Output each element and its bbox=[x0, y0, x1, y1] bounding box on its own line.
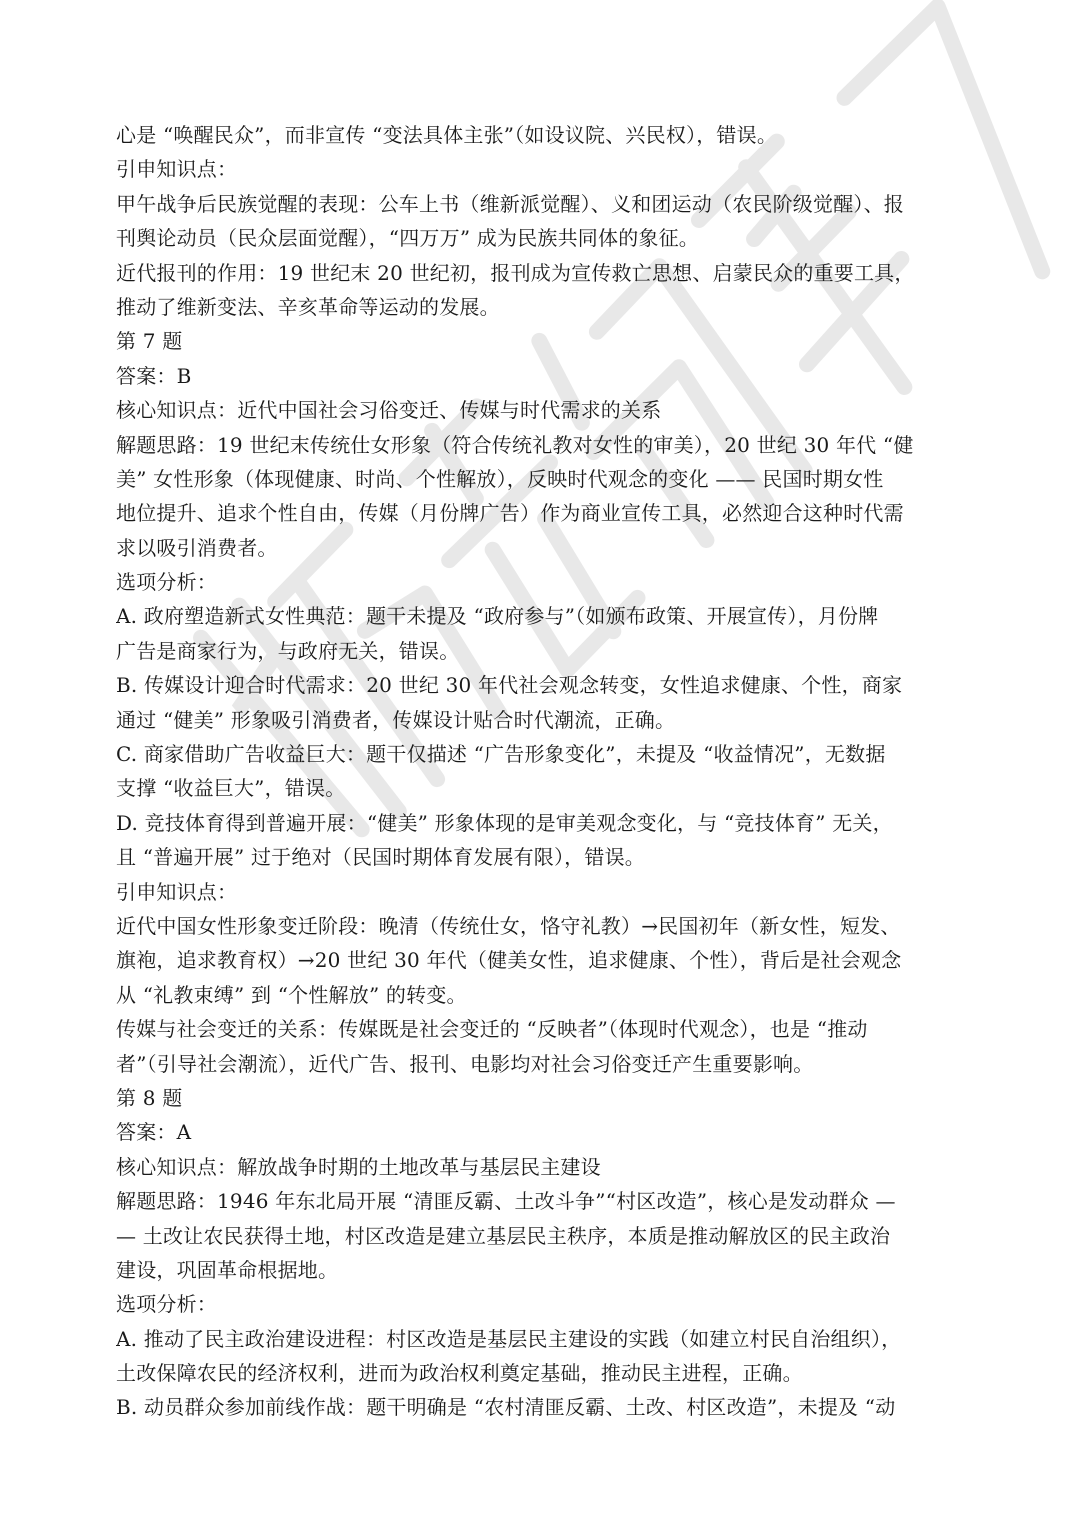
text-line: 推动了维新变法、辛亥革命等运动的发展。 bbox=[116, 294, 500, 319]
section-heading: 引申知识点： bbox=[116, 879, 238, 904]
text-line: 且 “普遍开展” 过于绝对（民国时期体育发展有限），错误。 bbox=[116, 845, 645, 870]
core-knowledge-line: 核心知识点：解放战争时期的土地改革与基层民主建设 bbox=[116, 1154, 601, 1179]
text-line: 通过 “健美” 形象吸引消费者，传媒设计贴合时代潮流，正确。 bbox=[116, 707, 676, 732]
core-knowledge-line: 核心知识点：近代中国社会习俗变迁、传媒与时代需求的关系 bbox=[116, 398, 662, 423]
answer-line: 答案：A bbox=[116, 1120, 192, 1145]
option-line: B. 传媒设计迎合时代需求：20 世纪 30 年代社会观念转变，女性追求健康、个性，商家 bbox=[116, 673, 903, 698]
question-number: 第 8 题 bbox=[116, 1085, 183, 1110]
option-line: A. 推动了民主政治建设进程：村区改造是基层民主建设的实践（如建立村民自治组织）， bbox=[116, 1326, 902, 1351]
text-line: 心是 “唤醒民众”，而非宣传 “变法具体主张”（如设议院、兴民权），错误。 bbox=[116, 123, 778, 147]
text-line: 传媒与社会变迁的关系：传媒既是社会变迁的 “反映者”（体现时代观念），也是 “推动 bbox=[116, 1017, 868, 1042]
text-line: 从 “礼教束缚” 到 “个性解放” 的转变。 bbox=[116, 982, 467, 1007]
text-line: 求以吸引消费者。 bbox=[116, 535, 278, 560]
option-line: C. 商家借助广告收益巨大：题干仅描述 “广告形象变化”，未提及 “收益情况”，无数据 bbox=[116, 742, 886, 767]
question-number: 第 7 题 bbox=[116, 329, 183, 354]
text-line: — 土改让农民获得土地，村区改造是建立基层民主秩序，本质是推动解放区的民主政治 bbox=[116, 1223, 891, 1248]
text-line: 支撑 “收益巨大”，错误。 bbox=[116, 776, 346, 801]
text-line: 刊舆论动员（民众层面觉醒），“四万万” 成为民族共同体的象征。 bbox=[116, 226, 700, 251]
text-line: 土改保障农民的经济权利，进而为政治权利奠定基础，推动民主进程，正确。 bbox=[116, 1361, 803, 1386]
section-heading: 选项分析： bbox=[116, 570, 217, 595]
document-body bbox=[116, 118, 964, 1425]
text-line: 者”（引导社会潮流），近代广告、报刊、电影均对社会习俗变迁产生重要影响。 bbox=[116, 1051, 814, 1076]
option-line: B. 动员群众参加前线作战：题干明确是 “农村清匪反霸、土改、村区改造”，未提及 “动 bbox=[116, 1395, 896, 1420]
text-line: 近代中国女性形象变迁阶段：晚清（传统仕女，恪守礼教）→民国初年（新女性，短发、 bbox=[116, 913, 901, 938]
section-heading: 选项分析： bbox=[116, 1292, 217, 1317]
option-line: D. 竞技体育得到普遍开展：“健美” 形象体现的是审美观念变化，与 “竞技体育” 无关， bbox=[116, 810, 893, 835]
text-line: 建设，巩固革命根据地。 bbox=[116, 1257, 339, 1282]
text-line: 解题思路：19 世纪末传统仕女形象（符合传统礼教对女性的审美），20 世纪 30 年代 “健 bbox=[116, 432, 914, 457]
text-line: 旗袍，追求教育权）→20 世纪 30 年代（健美女性，追求健康、个性），背后是社会观念 bbox=[116, 948, 902, 973]
text-line: 解题思路：1946 年东北局开展 “清匪反霸、土改斗争”“村区改造”，核心是发动群众 — bbox=[116, 1189, 896, 1214]
text-line: 甲午战争后民族觉醒的表现：公车上书（维新派觉醒）、义和团运动（农民阶级觉醒）、报 bbox=[116, 191, 904, 216]
text-line: 广告是商家行为，与政府无关，错误。 bbox=[116, 638, 460, 663]
text-line: 地位提升、追求个性自由，传媒（月份牌广告）作为商业宣传工具，必然迎合这种时代需 bbox=[116, 501, 904, 526]
option-line: A. 政府塑造新式女性典范：题干未提及 “政府参与”（如颁布政策、开展宣传），月份牌 bbox=[116, 604, 879, 629]
text-line: 近代报刊的作用：19 世纪末 20 世纪初，报刊成为宣传救亡思想、启蒙民众的重要工具， bbox=[116, 260, 915, 285]
text-line: 美” 女性形象（体现健康、时尚、个性解放），反映时代观念的变化 —— 民国时期女性 bbox=[116, 466, 884, 491]
answer-line: 答案：B bbox=[116, 363, 192, 388]
section-heading: 引申知识点： bbox=[116, 157, 238, 182]
